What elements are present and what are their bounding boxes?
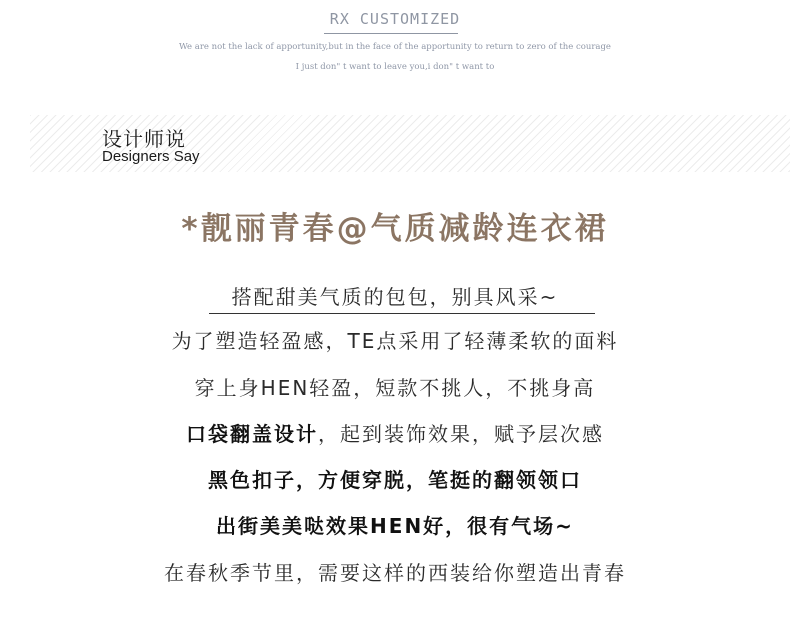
description-line-3: 穿上身HEN轻盈，短款不挑人，不挑身高 bbox=[194, 376, 596, 400]
description-line-4-rest: ，起到装饰效果，赋予层次感 bbox=[318, 422, 604, 446]
section-title-cn: 设计师说 bbox=[102, 127, 186, 151]
description-line-4 bbox=[0, 418, 790, 447]
slogan-line-1: We are not the lack of apportunity,but in the face of the apportunity to return to zero of the courage bbox=[179, 42, 611, 52]
section-title-en: Designers Say bbox=[102, 148, 200, 165]
product-headline: *靓丽青春@气质减龄连衣裙 bbox=[181, 211, 609, 247]
description-line-2: 为了塑造轻盈感，TE点采用了轻薄柔软的面料 bbox=[171, 329, 619, 353]
description-line-5: 黑色扣子，方便穿脱，笔挺的翻领领口 bbox=[208, 468, 582, 492]
brand-title: RX CUSTOMIZED bbox=[329, 10, 461, 28]
description-line-1: 搭配甜美气质的包包，别具风采~ bbox=[231, 285, 559, 309]
divider-line bbox=[209, 313, 595, 314]
slogan-line-2: I just don" t want to leave you,i don" t want to bbox=[295, 62, 495, 72]
description-line-6: 出街美美哒效果HEN好，很有气场~ bbox=[216, 514, 574, 538]
description-line-7: 在春秋季节里，需要这样的西装给你塑造出青春 bbox=[164, 561, 626, 585]
brand-underline bbox=[324, 33, 458, 34]
description-line-4-bold: 口袋翻盖设计 bbox=[186, 422, 318, 446]
